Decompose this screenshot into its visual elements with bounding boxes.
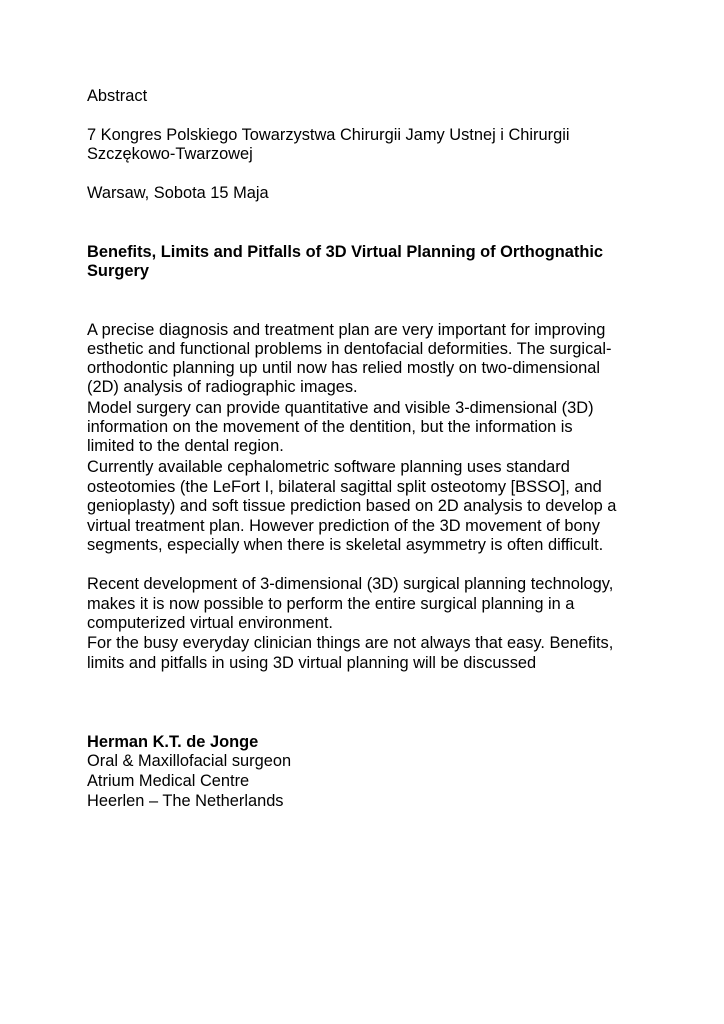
title-line-2: Surgery	[87, 262, 149, 280]
paragraph-line: segments, especially when there is skeletal asymmetry is often difficult.	[87, 536, 604, 554]
paragraph-line: computerized virtual environment.	[87, 614, 333, 632]
congress-line-1: 7 Kongres Polskiego Towarzystwa Chirurgii Jamy Ustnej i Chirurgii	[87, 126, 570, 144]
paragraph-line: orthodontic planning up until now has relied mostly on two-dimensional	[87, 359, 600, 377]
paragraph-line: A precise diagnosis and treatment plan are very important for improving	[87, 321, 606, 339]
author-role: Oral & Maxillofacial surgeon	[87, 752, 292, 770]
author-name: Herman K.T. de Jonge	[87, 733, 259, 751]
paragraph-line: makes it is now possible to perform the entire surgical planning in a	[87, 595, 575, 613]
paragraph-line: For the busy everyday clinician things are not always that easy. Benefits,	[87, 634, 614, 652]
paragraph-line: Currently available cephalometric software planning uses standard	[87, 458, 570, 476]
congress-line-2: Szczękowo-Twarzowej	[87, 145, 253, 163]
author-institution: Atrium Medical Centre	[87, 772, 250, 790]
paragraph-line: esthetic and functional problems in dentofacial deformities. The surgical-	[87, 340, 612, 358]
abstract-label: Abstract	[87, 87, 148, 105]
paragraph-line: osteotomies (the LeFort I, bilateral sagittal split osteotomy [BSSO], and	[87, 478, 602, 496]
location-date: Warsaw, Sobota 15 Maja	[87, 184, 269, 202]
paragraph-line: (2D) analysis of radiographic images.	[87, 378, 358, 396]
paragraph-line: virtual treatment plan. However prediction of the 3D movement of bony	[87, 517, 600, 535]
author-location: Heerlen – The Netherlands	[87, 792, 284, 810]
paragraph-line: information on the movement of the dentition, but the information is	[87, 418, 573, 436]
title-line-1: Benefits, Limits and Pitfalls of 3D Virtual Planning of Orthognathic	[87, 243, 604, 261]
paragraph-line: Recent development of 3-dimensional (3D) surgical planning technology,	[87, 575, 614, 593]
paragraph-line: limits and pitfalls in using 3D virtual planning will be discussed	[87, 654, 537, 672]
paragraph-line: Model surgery can provide quantitative and visible 3-dimensional (3D)	[87, 399, 594, 417]
paragraph-line: genioplasty) and soft tissue prediction based on 2D analysis to develop a	[87, 497, 617, 515]
paragraph-line: limited to the dental region.	[87, 437, 284, 455]
